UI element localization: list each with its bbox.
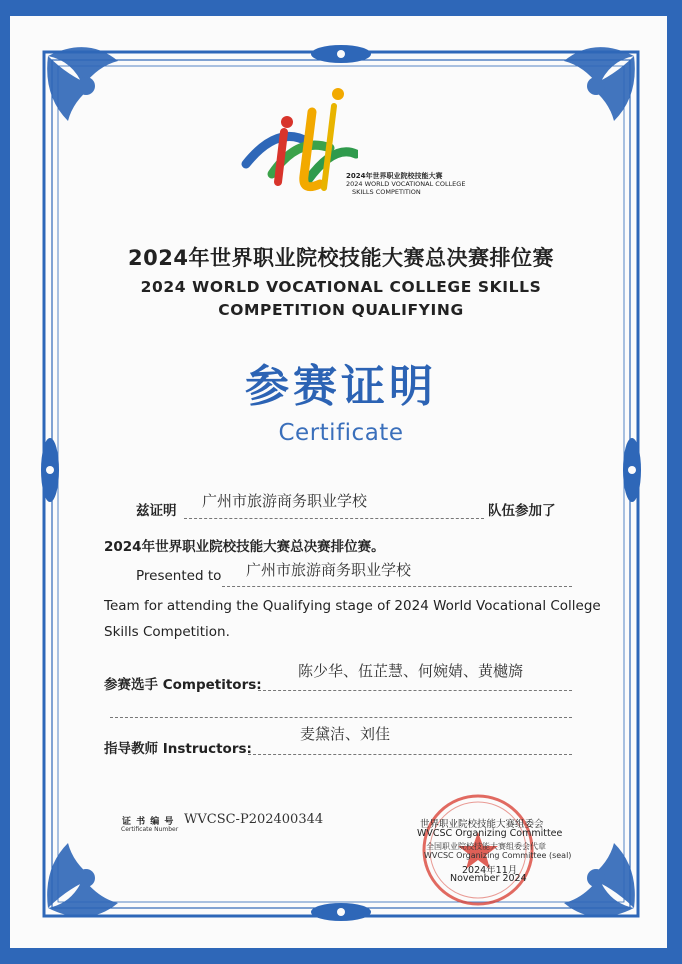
fill-line	[222, 586, 572, 587]
issuer-line3: 全国职业院校技能大赛组委会代章	[426, 842, 546, 851]
school-name-english-line: 广州市旅游商务职业学校	[246, 561, 412, 579]
logo-text-line3: SKILLS COMPETITION	[352, 188, 421, 196]
logo-text-line2: 2024 WORLD VOCATIONAL COLLEGE	[346, 180, 466, 188]
issuer-line2: WVCSC Organizing Committee	[417, 828, 563, 839]
instructor-names: 麦黛洁、刘佳	[300, 725, 391, 743]
body-cn-line2: 2024年世界职业院校技能大赛总决赛排位赛。	[104, 539, 385, 555]
body-en-line2: Skills Competition.	[104, 624, 230, 640]
issuer-line4: WVCSC Organizing Committee (seal)	[424, 851, 572, 860]
fill-line	[184, 518, 484, 519]
title-english-line1: 2024 WORLD VOCATIONAL COLLEGE SKILLS	[140, 278, 542, 296]
certificate-number-value: WVCSC-P202400344	[184, 812, 324, 827]
body-en-prefix: Presented to	[136, 568, 222, 584]
fill-line	[248, 754, 572, 755]
issue-date-en: November 2024	[450, 873, 527, 884]
fill-line	[110, 717, 572, 718]
body-cn-prefix: 兹证明	[136, 503, 177, 519]
certificate-number-label-en: Certificate Number	[121, 826, 179, 833]
competitor-names: 陈少华、伍芷慧、何婉婧、黄樾旖	[298, 662, 524, 680]
body-en-line1: Team for attending the Qualifying stage of 2024 World Vocational College	[104, 598, 601, 614]
instructors-label: 指导教师 Instructors:	[104, 741, 252, 757]
school-name-chinese: 广州市旅游商务职业学校	[202, 492, 368, 510]
certificate-number-label-cn: 证 书 编 号	[122, 817, 175, 827]
certificate-title-english: Certificate	[278, 420, 404, 446]
fill-line	[258, 690, 572, 691]
title-chinese: 2024年世界职业院校技能大赛总决赛排位赛	[128, 246, 554, 270]
logo-text-line1: 2024年世界职业院校技能大赛	[346, 172, 443, 180]
certificate-title-chinese: 参赛证明	[245, 361, 437, 412]
issue-date-cn: 2024年11月	[462, 865, 518, 876]
title-english-line2: COMPETITION QUALIFYING	[218, 301, 464, 319]
competition-logo-icon	[238, 84, 358, 200]
body-cn-suffix: 队伍参加了	[488, 503, 556, 519]
issuer-line1: 世界职业院校技能大赛组委会	[420, 819, 544, 830]
competitors-label: 参赛选手 Competitors:	[104, 677, 262, 693]
